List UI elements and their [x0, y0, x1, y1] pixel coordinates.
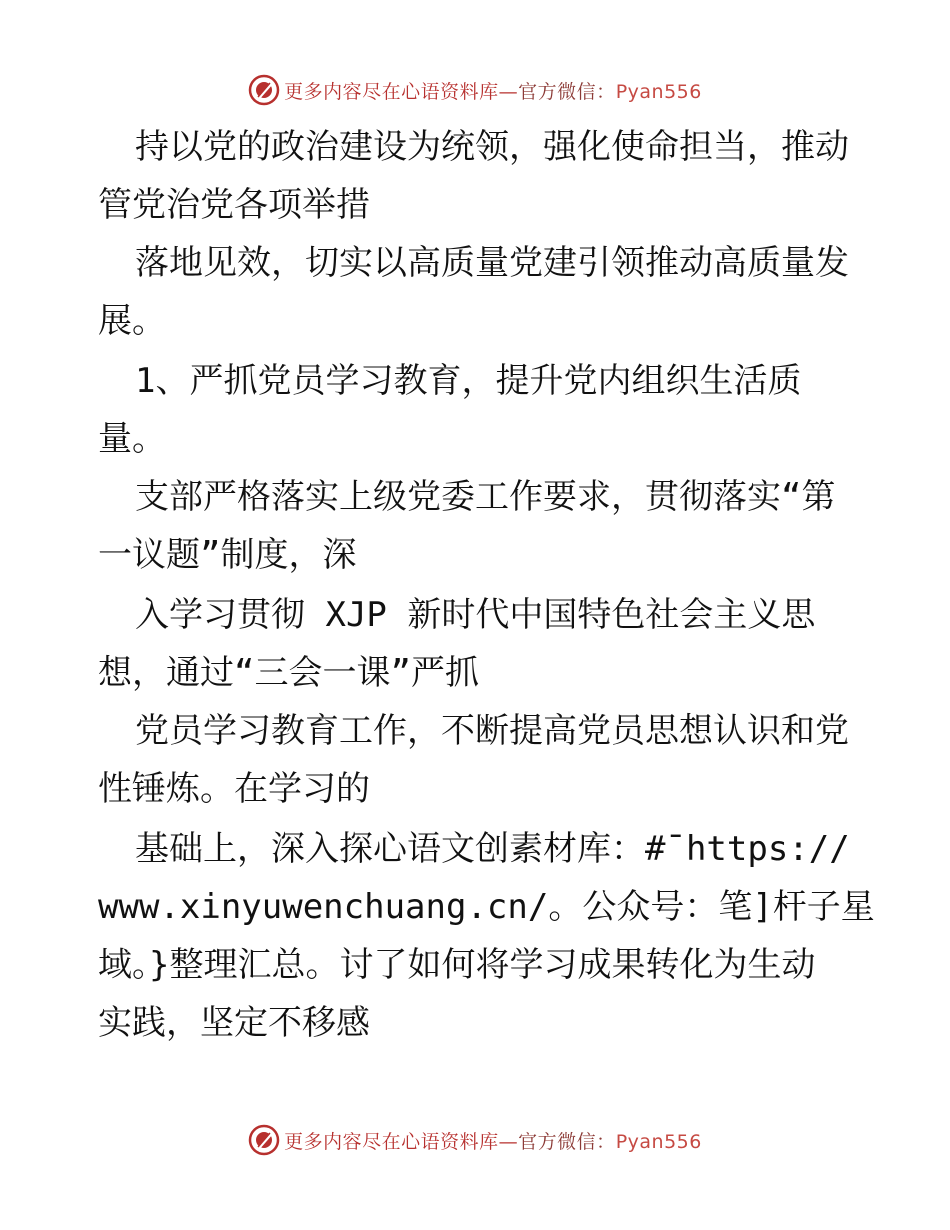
banner-separator: — [498, 80, 519, 103]
header-banner [0, 70, 950, 110]
paragraph-line: 实践，坚定不移感 [98, 1003, 370, 1043]
paragraph-line: 性锤炼。在学习的 [98, 769, 370, 809]
seal-logo-icon [248, 74, 280, 106]
seal-logo-icon [248, 1124, 280, 1156]
paragraph-line: www.xinyuwenchuang.cn/。公众号：笔]杆子星 [98, 887, 875, 927]
paragraph-line: 管党治党各项举措 [98, 185, 370, 225]
banner-wechat-label: 官方微信： [518, 1130, 616, 1153]
banner-main-text: 更多内容尽在心语资料库 [284, 1130, 499, 1153]
section-heading-line: 量。 [98, 419, 166, 459]
footer-banner [0, 1120, 950, 1160]
paragraph-line: 入学习贯彻 XJP 新时代中国特色社会主义思 [135, 595, 816, 635]
paragraph-line: 想，通过“三会一课”严抓 [98, 653, 479, 693]
section-heading-line: 1、严抓党员学习教育，提升党内组织生活质 [135, 361, 802, 401]
paragraph-line: 落地见效，切实以高质量党建引领推动高质量发 [135, 243, 849, 283]
banner-main-text: 更多内容尽在心语资料库 [284, 80, 499, 103]
banner-wechat-label: 官方微信： [518, 80, 616, 103]
paragraph-line: 党员学习教育工作，不断提高党员思想认识和党 [135, 711, 849, 751]
banner-separator: — [498, 1130, 519, 1153]
banner-wechat-id: Pyan556 [615, 1130, 702, 1153]
banner-wechat-id: Pyan556 [615, 80, 702, 103]
paragraph-line: 域。}整理汇总。讨了如何将学习成果转化为生动 [98, 945, 816, 985]
paragraph-line: 基础上，深入探心语文创素材库：#¯https:// [135, 829, 850, 869]
paragraph-line: 一议题”制度，深 [98, 535, 357, 575]
paragraph-line: 持以党的政治建设为统领，强化使命担当，推动 [135, 127, 849, 167]
paragraph-line: 展。 [98, 301, 166, 341]
banner-text [284, 77, 702, 104]
banner-text [284, 1127, 702, 1154]
paragraph-line: 支部严格落实上级党委工作要求，贯彻落实“第 [135, 477, 836, 517]
